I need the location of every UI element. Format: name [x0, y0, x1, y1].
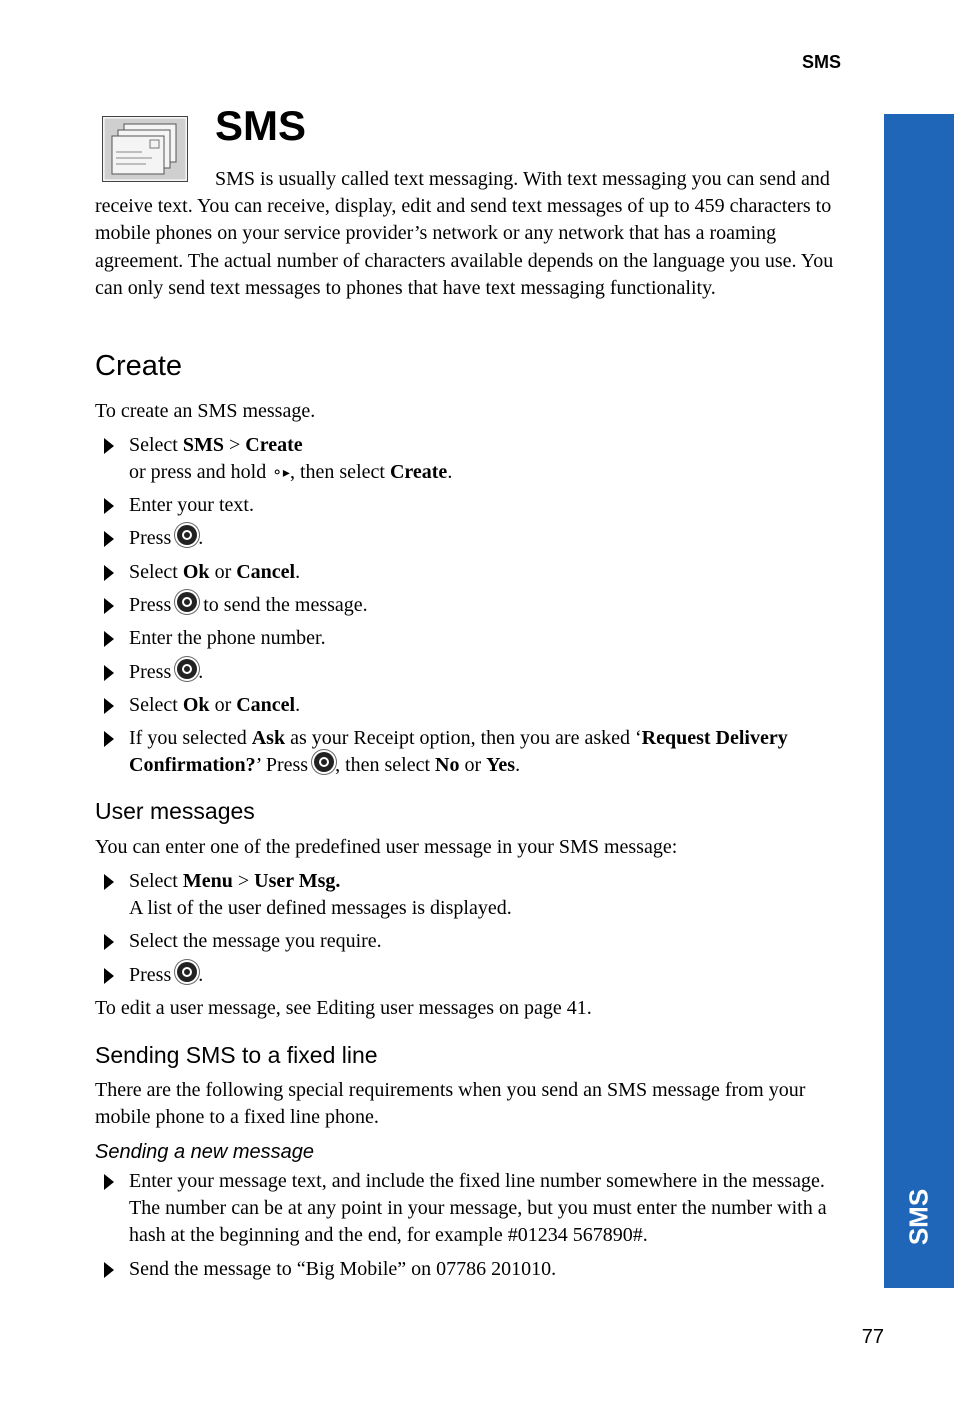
side-tab-label [884, 1182, 954, 1252]
bullet-arrow-icon [104, 934, 114, 950]
create-step-8: Select Ok or Cancel. [104, 692, 840, 719]
page-number: 77 [861, 1326, 884, 1348]
create-step-1: Select SMS > Create or press and hold ⚬▸, then select Create. [104, 432, 840, 487]
fixed-line-step-1: Enter your message text, and include the fixed line number somewhere in the message. The number can be at any point in your message, but you must enter the number with a hash at the beginning and the end, for example #01234 567890#. [104, 1168, 840, 1250]
create-step-9: If you selected Ask as your Receipt option, then you are asked ‘Request Delivery Confirmation?’ Press , then select No or Yes. [104, 725, 840, 779]
select-key-icon [177, 962, 197, 982]
user-messages-step-3: Press . [104, 962, 840, 989]
bullet-arrow-icon [104, 665, 114, 681]
select-key-icon [177, 525, 197, 545]
create-step-2: Enter your text. [104, 492, 840, 519]
bullet-arrow-icon [104, 1262, 114, 1278]
bullet-arrow-icon [104, 731, 114, 747]
user-messages-step-2: Select the message you require. [104, 928, 840, 955]
side-tab [884, 114, 954, 1288]
heading-user-messages: User messages [95, 798, 255, 824]
create-lead: To create an SMS message. [95, 400, 316, 422]
create-step-5: Press to send the message. [104, 592, 840, 619]
select-key-icon [177, 659, 197, 679]
create-step-6: Enter the phone number. [104, 625, 840, 652]
user-messages-step-1: Select Menu > User Msg. A list of the user defined messages is displayed. [104, 868, 840, 922]
side-tab-text: SMS [903, 1188, 934, 1246]
bullet-arrow-icon [104, 698, 114, 714]
bullet-arrow-icon [104, 874, 114, 890]
fixed-line-lead: There are the following special requirements when you send an SMS message from your mobile phone to a fixed line phone. [95, 1079, 806, 1129]
heading-create: Create [95, 350, 183, 382]
bullet-arrow-icon [104, 631, 114, 647]
bullet-arrow-icon [104, 498, 114, 514]
create-step-7: Press . [104, 659, 840, 686]
running-header: SMS [801, 52, 841, 72]
bullet-arrow-icon [104, 968, 114, 984]
menu-key-icon: ⚬▸ [271, 465, 290, 482]
bullet-arrow-icon [104, 438, 114, 454]
select-key-icon [177, 592, 197, 612]
page-title: SMS [215, 102, 307, 149]
select-key-icon [314, 752, 334, 772]
bullet-arrow-icon [104, 565, 114, 581]
subheading-new-message: Sending a new message [95, 1141, 315, 1163]
create-step-3: Press . [104, 525, 840, 552]
user-messages-lead: You can enter one of the predefined user message in your SMS message: [95, 836, 678, 858]
bullet-arrow-icon [104, 531, 114, 547]
fixed-line-step-2: Send the message to “Big Mobile” on 07786 201010. [104, 1256, 840, 1283]
heading-fixed-line: Sending SMS to a fixed line [95, 1042, 378, 1068]
intro-paragraph: SMS is usually called text messaging. With text messaging you can send and receive text. You can receive, display, edit and send text messages of up to 459 characters to mobile phones on your service provider’s network or any network that has a roaming agreement. The actual number of characters available depends on the language you use. You can only send text messages to phones that have text messaging functionality. [95, 168, 834, 299]
create-step-4: Select Ok or Cancel. [104, 559, 840, 586]
user-messages-note: To edit a user message, see Editing user messages on page 41. [95, 997, 592, 1019]
bullet-arrow-icon [104, 598, 114, 614]
bullet-arrow-icon [104, 1174, 114, 1190]
